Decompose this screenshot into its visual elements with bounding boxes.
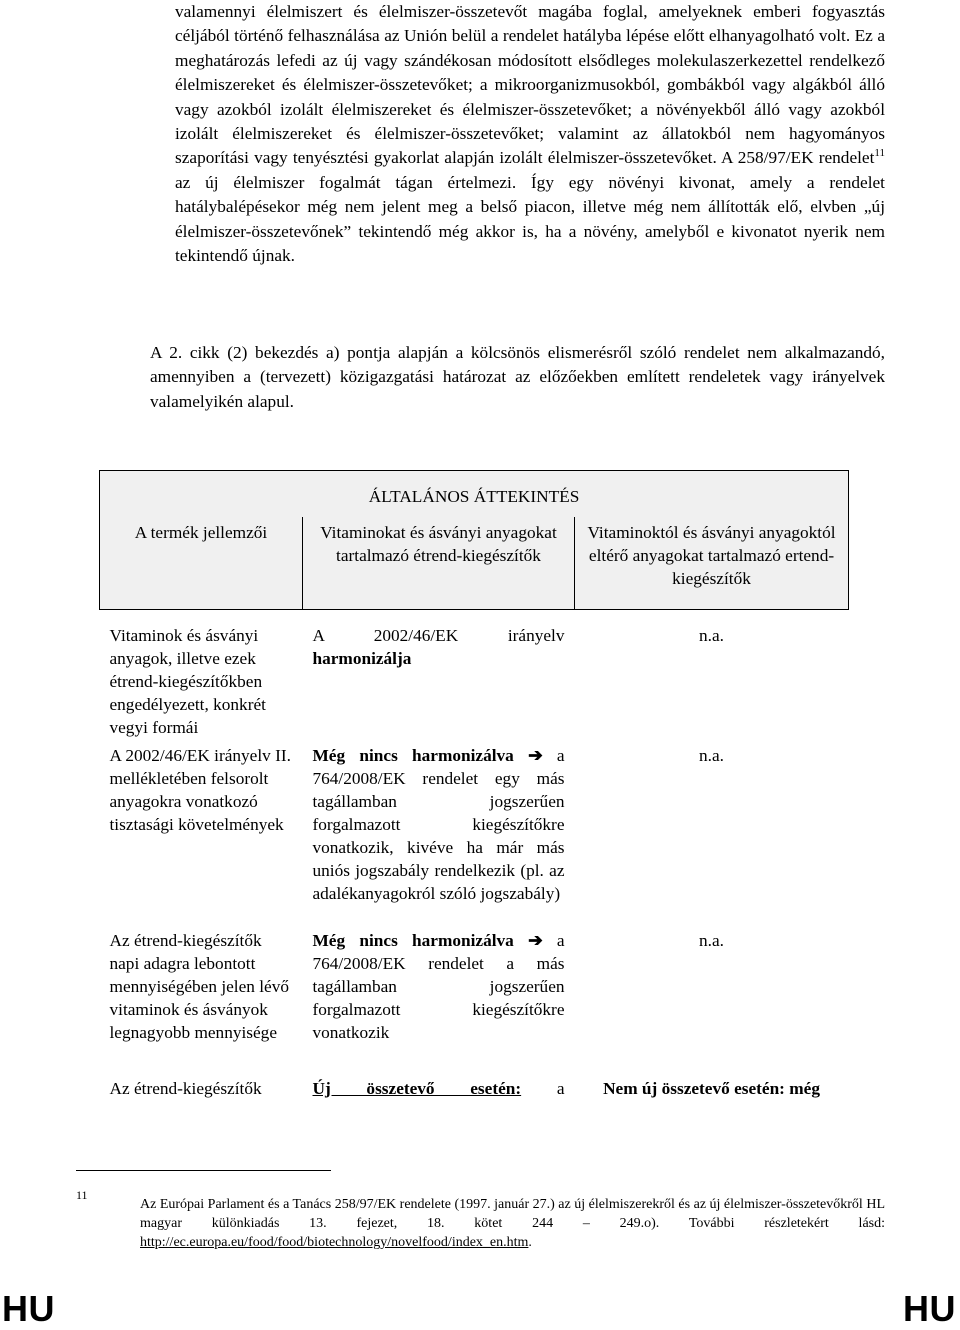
row-other-cell	[575, 929, 849, 1077]
header-feature-text: A termék jellemzői	[134, 523, 268, 542]
header-feature	[100, 517, 303, 610]
table-title	[100, 471, 849, 518]
row-vitamin-text: a 764/2008/EK rendelet a más tagállamban jogszerűen forgalmazott kiegészítőkre vonatkozik	[312, 931, 565, 1042]
header-vitamin-text: Vitaminokat és ásványi anyagokat tartalmazó étrend-kiegészítők	[320, 523, 557, 565]
arrow-right-icon: ➔	[528, 931, 543, 950]
table-row	[100, 929, 849, 1077]
row-other-text: n.a.	[699, 931, 724, 950]
footnote-reference[interactable]: 11	[874, 147, 885, 160]
row-vitamin-bold: harmonizálja	[312, 649, 412, 668]
row-other-cell	[575, 624, 849, 744]
table-title-text: ÁLTALÁNOS ÁTTEKINTÉS	[368, 486, 580, 506]
row-vitamin-cell	[303, 1077, 575, 1111]
footnote-text	[140, 1195, 885, 1252]
table-row	[100, 744, 849, 929]
header-vitamin-supplements	[303, 517, 575, 610]
table-row	[100, 624, 849, 744]
row-other-bold: Nem új összetevő esetén: még	[603, 1079, 820, 1098]
row-other-text: n.a.	[699, 626, 724, 645]
row-feature-text: Vitaminok és ásványi anyagok, illetve ezek étrend-kiegészítőkben engedélyezett, konkrét vegyi formái	[109, 626, 266, 737]
language-marker-left: HU	[2, 1288, 55, 1329]
row-feature-cell	[100, 1077, 303, 1111]
overview-table	[99, 470, 849, 1111]
row-other-text: n.a.	[699, 746, 724, 765]
row-feature-text: Az étrend-kiegészítők napi adagra lebontott mennyiségében jelen lévő vitaminok és ásványok legnagyobb mennyisége	[109, 931, 289, 1042]
table-title-row	[100, 471, 849, 518]
row-vitamin-line	[313, 1077, 565, 1100]
table-spacer	[100, 610, 849, 625]
footnote-separator	[76, 1170, 331, 1171]
row-feature-text: A 2002/46/EK irányelv II. mellékletében felsorolt anyagokra vonatkozó tisztasági követelmények	[109, 746, 291, 834]
intro-paragraph	[175, 0, 885, 268]
intro-text-part2: az új élelmiszer fogalmát tágan értelmezi. Így egy növényi kivonat, amely a rendelet hatálybalépésekor még nem jelent meg a belső piacon, illetve még nem állították elő, elvben „új élelmiszer-összetevőnek” tekintendő még akkor is, ha a növény, amelyből e kivonatot nyerik nem tekintendő újnak.	[175, 172, 885, 266]
table-row	[100, 1077, 849, 1111]
row-vitamin-cell	[303, 744, 575, 929]
row-feature-cell	[100, 624, 303, 744]
row-feature-cell	[100, 744, 303, 929]
row-vitamin-bold: Még nincs harmonizálva	[312, 746, 514, 765]
row-vitamin-cell	[303, 929, 575, 1077]
row-feature-text: Az étrend-kiegészítők	[109, 1079, 262, 1098]
row-vitamin-cell	[303, 624, 575, 744]
row-other-cell	[575, 1077, 849, 1111]
article-paragraph: A 2. cikk (2) bekezdés a) pontja alapján a kölcsönös elismerésről szóló rendelet nem alkalmazandó, amennyiben a (tervezett) közigazgatási határozat az előzőekben említett rendeletek vagy irányelvek valamelyikén alapul.	[150, 343, 885, 411]
language-marker-right: HU	[903, 1288, 956, 1329]
table-header-row	[100, 517, 849, 610]
header-other-text: Vitaminoktól és ásványi anyagoktól eltérő anyagokat tartalmazó ertend-kiegészítők	[587, 523, 836, 588]
intro-text-part1: valamennyi élelmiszert és élelmiszer-összetevőt magába foglal, amelyeknek emberi fogyasztás céljából történő felhasználása az Unión belül a rendelet hatályba lépése előtt elhanyagolható volt. Ez a meghatározás lefedi az új vagy szándékosan módosított elsődleges molekulaszerkezettel rendelkező élelmiszereket és élelmiszer-összetevőket; a mikroorganizmusokból, gombákból vagy algákból álló vagy azokból izolált élelmiszereket és élelmiszer-összetevőket; a növényekből álló vagy azokból izolált élelmiszereket és élelmiszer-összetevőket; valamint az állatokból nem hagyományos szaporítási vagy tenyésztési gyakorlat alapján izolált élelmiszer-összetevőket. A 258/97/EK rendelet	[175, 2, 885, 168]
footnote-link[interactable]: http://ec.europa.eu/food/food/biotechnology/novelfood/index_en.htm	[140, 1235, 529, 1250]
row-feature-cell	[100, 929, 303, 1077]
row-vitamin-text: a 764/2008/EK rendelet egy más tagállamban jogszerűen forgalmazott kiegészítőkre vonatkozik, kivéve ha már más uniós jogszabály rendelkezik (pl. az adalékanyagokról szóló jogszabály)	[312, 746, 565, 903]
row-vitamin-bold: Még nincs harmonizálva	[312, 931, 514, 950]
header-other-supplements	[575, 517, 849, 610]
row-vitamin-text: a	[521, 1079, 565, 1098]
arrow-right-icon: ➔	[528, 746, 543, 765]
footnote-number: 11	[76, 1188, 88, 1202]
footnote-end: .	[528, 1235, 532, 1250]
new-ingredient-heading: Új összetevő esetén:	[312, 1079, 522, 1098]
footnote-body: Az Európai Parlament és a Tanács 258/97/EK rendelete (1997. január 27.) az új élelmiszerekről és az új élelmiszer-összetevőkről HL magyar különkiadás 13. fejezet, 18. kötet 244 – 249.o). További részletekért lásd:	[140, 1197, 885, 1231]
row-other-cell	[575, 744, 849, 929]
row-vitamin-text: A 2002/46/EK irányelv	[312, 626, 565, 645]
